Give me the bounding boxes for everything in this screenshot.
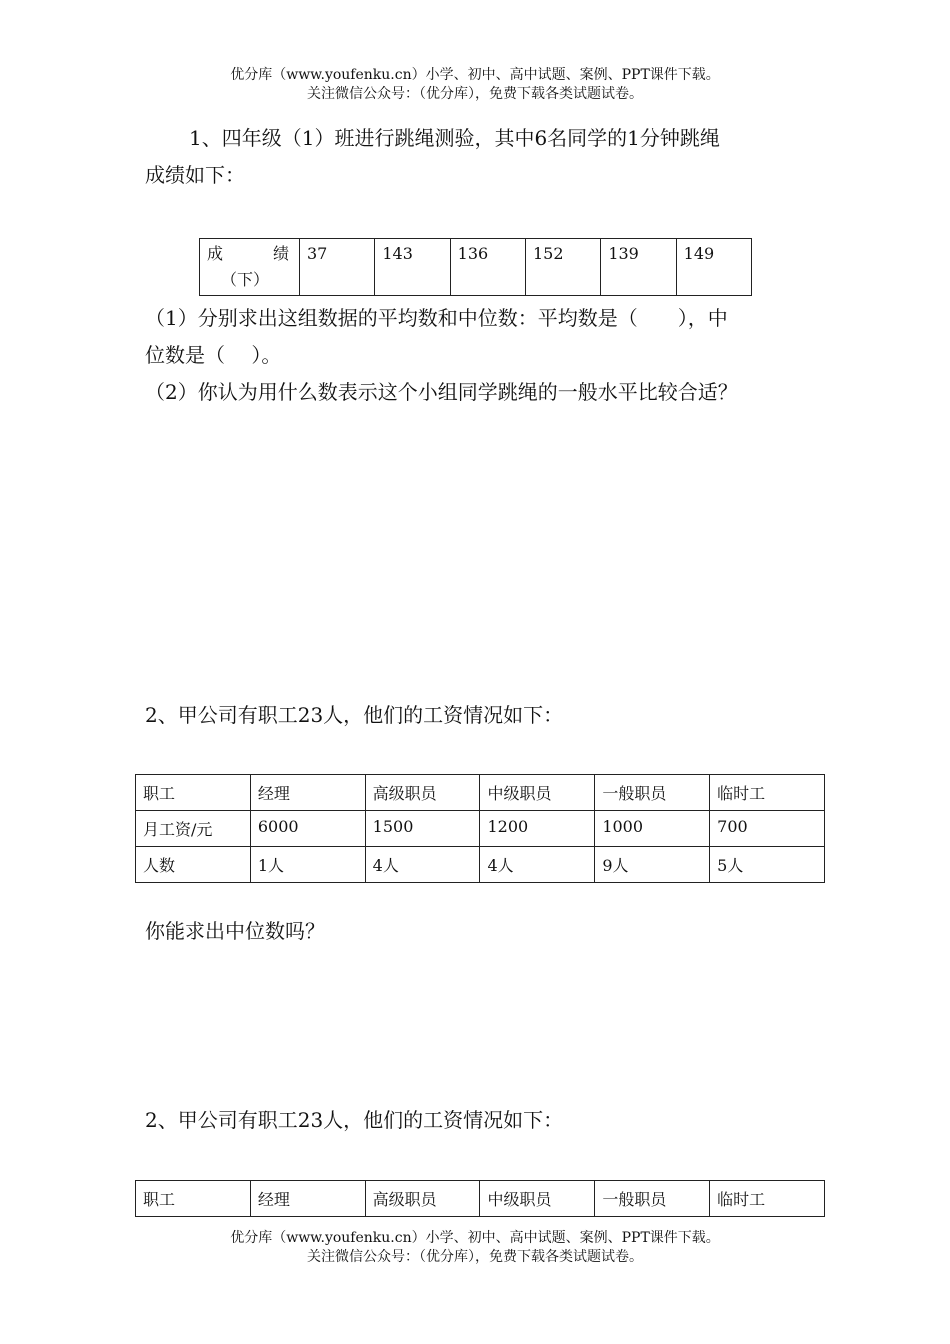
table-cell: 高级职员 — [365, 1181, 480, 1217]
q1-intro-line1: 1、四年级（1）班进行跳绳测验，其中6名同学的1分钟跳绳 — [189, 126, 720, 150]
q2-repeat-intro: 2、甲公司有职工23人，他们的工资情况如下： — [145, 1108, 564, 1132]
q1-sub1-line2: 位数是（ ）。 — [145, 343, 282, 367]
table-cell: 职工 — [136, 1181, 251, 1217]
table-cell: 中级职员 — [480, 775, 595, 811]
score-table — [199, 238, 752, 296]
table-row — [136, 847, 825, 883]
score-cell: 136 — [450, 239, 525, 296]
table-cell: 9人 — [595, 847, 710, 883]
score-label-part3: （下） — [221, 270, 270, 289]
q2-intro: 2、甲公司有职工23人，他们的工资情况如下： — [145, 703, 564, 727]
score-cell: 149 — [676, 239, 751, 296]
table-row — [200, 239, 752, 296]
table-cell: 1200 — [480, 811, 595, 847]
score-cell: 37 — [300, 239, 375, 296]
table-cell: 4人 — [480, 847, 595, 883]
score-label-cell — [200, 239, 300, 296]
score-label-part1: 成 — [207, 244, 224, 263]
footer-line-1: 优分库（www.youfenku.cn）小学、初中、高中试题、案例、PPT课件下载。 — [230, 1230, 720, 1246]
table-cell: 职工 — [136, 775, 251, 811]
table-cell: 中级职员 — [480, 1181, 595, 1217]
table-cell: 一般职员 — [595, 775, 710, 811]
q1-intro-line2: 成绩如下： — [145, 163, 245, 187]
salary-table-repeat — [135, 1180, 825, 1217]
page-footer — [0, 1229, 950, 1267]
score-cell: 152 — [525, 239, 600, 296]
q2-question: 你能求出中位数吗？ — [145, 919, 325, 943]
table-cell: 1500 — [365, 811, 480, 847]
score-cell: 139 — [601, 239, 676, 296]
header-line-1: 优分库（www.youfenku.cn）小学、初中、高中试题、案例、PPT课件下载。 — [230, 67, 720, 83]
table-cell: 1000 — [595, 811, 710, 847]
table-cell: 经理 — [250, 1181, 365, 1217]
q1-sub1-line1: （1）分别求出这组数据的平均数和中位数：平均数是（ ），中 — [145, 306, 728, 330]
table-cell: 高级职员 — [365, 775, 480, 811]
page-header — [0, 66, 950, 104]
table-cell: 临时工 — [710, 1181, 825, 1217]
table-cell: 5人 — [710, 847, 825, 883]
table-cell: 4人 — [365, 847, 480, 883]
q1-sub2: （2）你认为用什么数表示这个小组同学跳绳的一般水平比较合适？ — [145, 380, 738, 404]
table-cell: 6000 — [250, 811, 365, 847]
table-cell: 700 — [710, 811, 825, 847]
header-line-2: 关注微信公众号：（优分库），免费下载各类试题试卷。 — [307, 86, 643, 102]
table-cell: 经理 — [250, 775, 365, 811]
table-cell: 月工资/元 — [136, 811, 251, 847]
table-row — [136, 811, 825, 847]
footer-line-2: 关注微信公众号：（优分库），免费下载各类试题试卷。 — [307, 1249, 643, 1265]
score-cell: 143 — [375, 239, 450, 296]
table-cell: 1人 — [250, 847, 365, 883]
table-cell: 临时工 — [710, 775, 825, 811]
table-cell: 一般职员 — [595, 1181, 710, 1217]
table-cell: 人数 — [136, 847, 251, 883]
table-row — [136, 775, 825, 811]
score-label-part2: 绩 — [272, 244, 289, 263]
salary-table — [135, 774, 825, 883]
table-row — [136, 1181, 825, 1217]
